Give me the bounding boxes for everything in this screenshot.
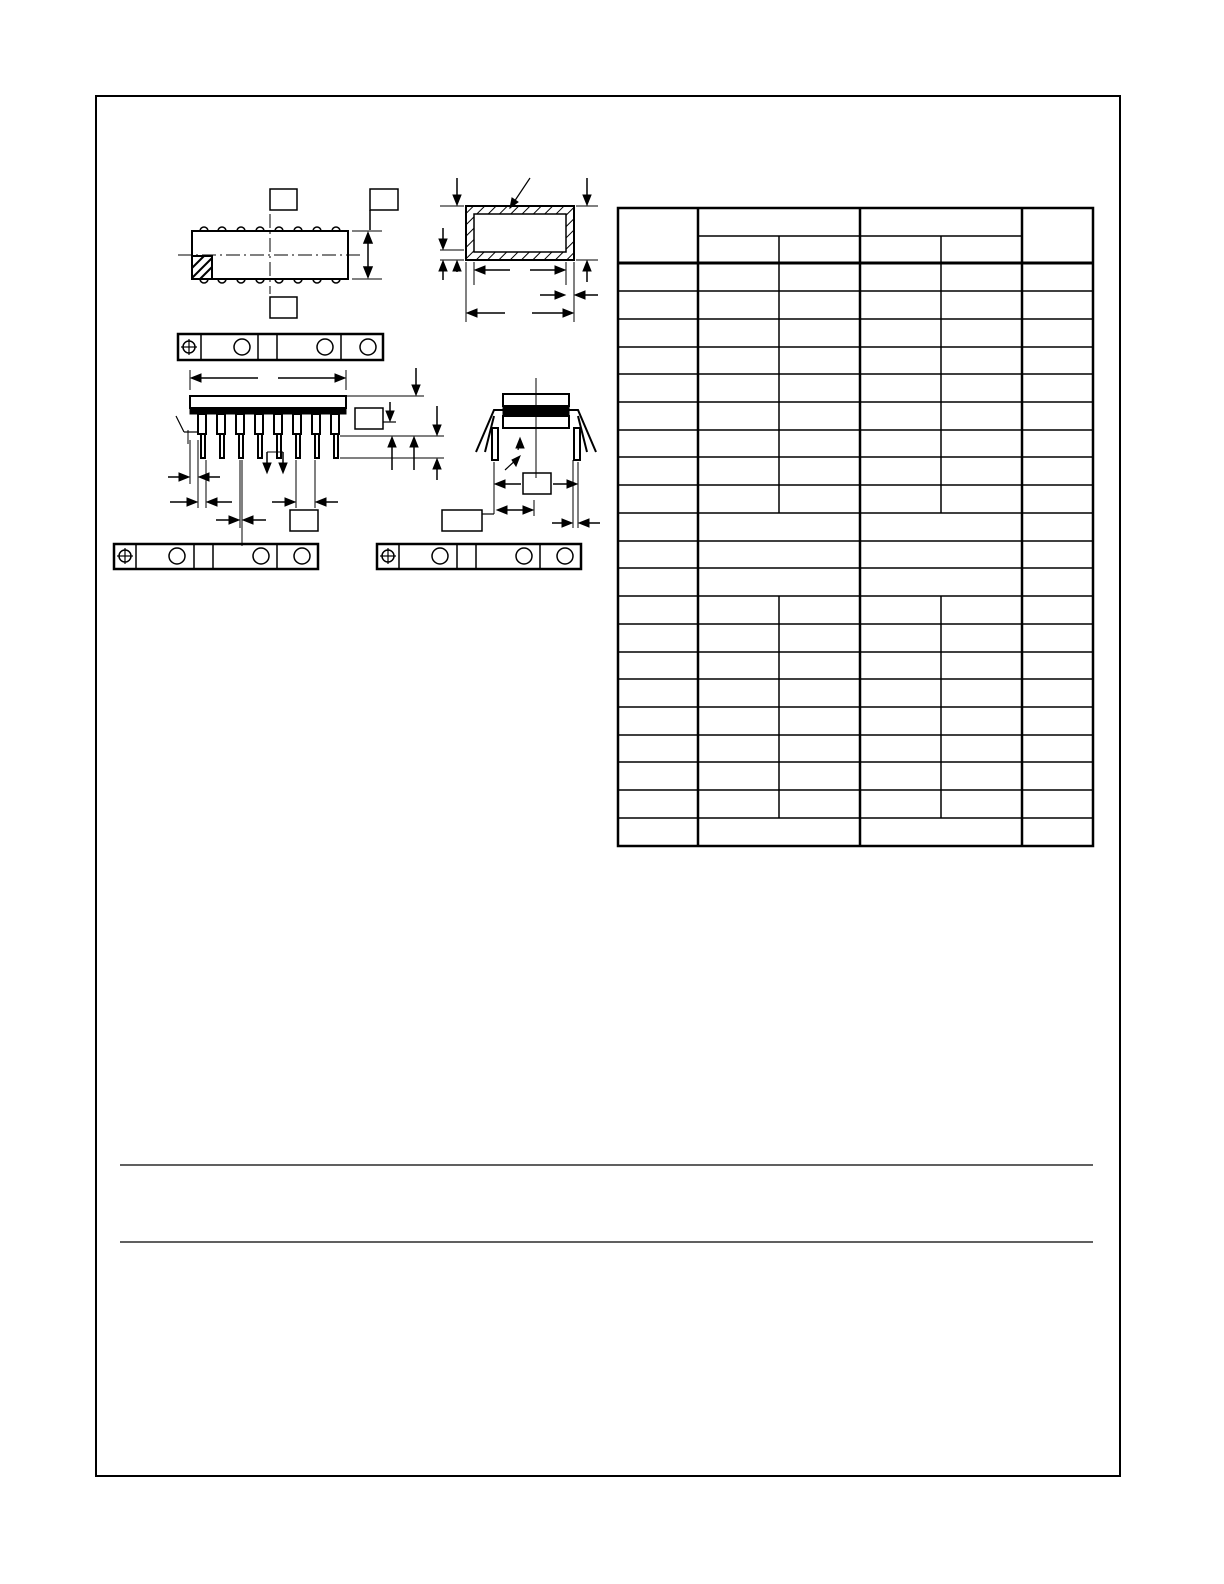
tolerance-frame-3 [377,544,581,569]
dimension-table [618,208,1093,846]
page-frame [96,96,1120,1476]
tolerance-frame-2 [114,544,318,569]
side-leads [198,414,339,458]
end-section-view [439,178,598,322]
end-view [442,378,600,531]
top-view [178,189,398,318]
datum-frame-side-bottom [290,510,318,531]
datum-frame-side [355,408,383,429]
datum-frame-right [370,189,398,210]
datum-frame-end [523,473,551,494]
datum-frame-bottom [270,297,297,318]
datum-frame-end-left [442,510,482,531]
tolerance-frame-1 [178,334,383,360]
side-view [168,368,444,546]
datum-frame-top [270,189,297,210]
